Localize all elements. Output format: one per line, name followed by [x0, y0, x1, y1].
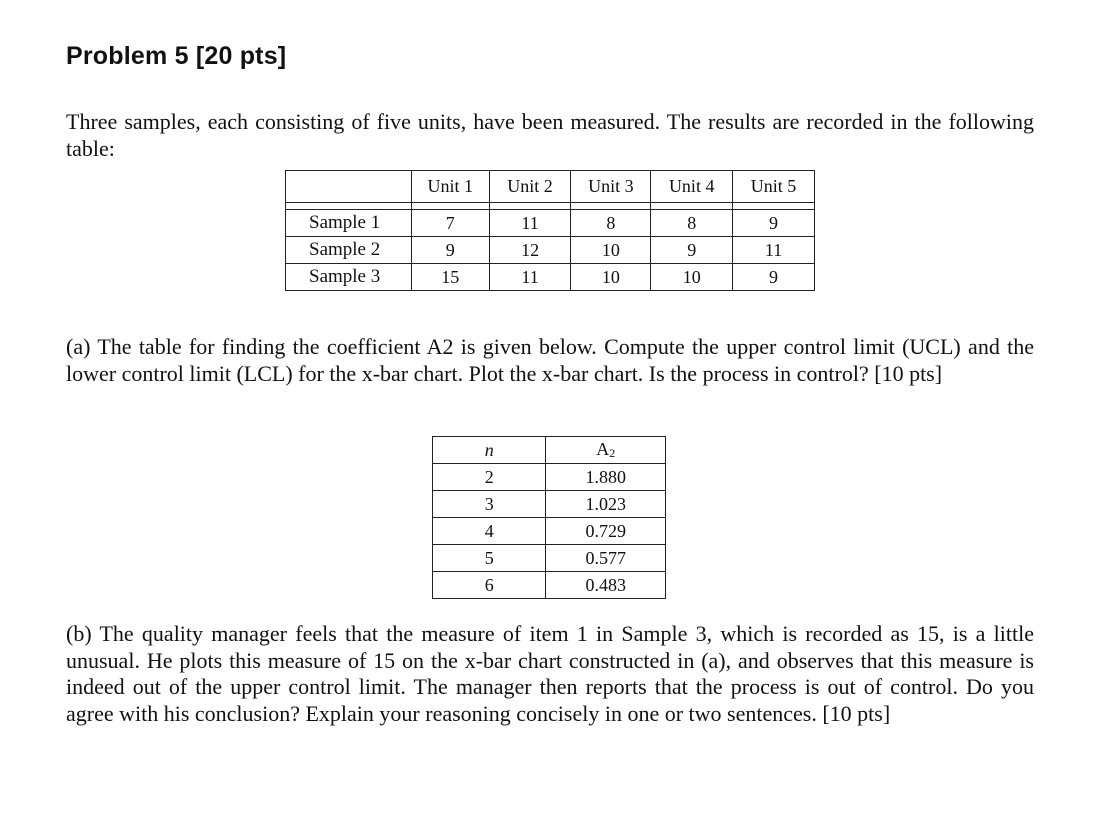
gap-cell: [411, 203, 489, 210]
measurement-cell: 11: [489, 210, 571, 237]
measurement-cell: 12: [489, 237, 571, 264]
measurement-cell: 11: [489, 264, 571, 291]
gap-cell: [489, 203, 571, 210]
unit-header: Unit 4: [651, 171, 733, 203]
header-gap-row: [286, 203, 815, 210]
table-row: [286, 210, 815, 237]
measurement-cell: 10: [651, 264, 733, 291]
table-row: [433, 491, 666, 518]
n-cell: 4: [433, 518, 546, 545]
a2-header-row: [433, 437, 666, 464]
measurement-cell: 9: [411, 237, 489, 264]
measurement-cell: 7: [411, 210, 489, 237]
table-row: [433, 545, 666, 572]
part-b-question: (b) The quality manager feels that the measure of item 1 in Sample 3, which is recorded as 15, is a little unusual. He plots this measure of 15 on the x-bar chart constructed in (a), and observes that this measure is indeed out of the upper control limit. The manager then reports that the process is out of control. Do you agree with his conclusion? Explain your reasoning concisely in one or two sentences. [10 pts]: [66, 621, 1034, 726]
table-row: [286, 237, 815, 264]
a2-cell: 0.483: [546, 572, 666, 599]
unit-header: Unit 3: [571, 171, 651, 203]
a2-coefficient-table: [432, 436, 666, 599]
measurement-cell: 15: [411, 264, 489, 291]
gap-cell: [651, 203, 733, 210]
measurement-cell: 8: [651, 210, 733, 237]
gap-cell: [286, 203, 412, 210]
sample-label: Sample 1: [286, 210, 412, 237]
a2-cell: 1.023: [546, 491, 666, 518]
a2-header-sub: 2: [609, 446, 616, 460]
n-cell: 5: [433, 545, 546, 572]
measurement-cell: 9: [733, 264, 815, 291]
unit-header: Unit 1: [411, 171, 489, 203]
measurement-cell: 9: [651, 237, 733, 264]
a2-cell: 0.577: [546, 545, 666, 572]
measurement-cell: 10: [571, 264, 651, 291]
table-row: [286, 264, 815, 291]
n-cell: 3: [433, 491, 546, 518]
unit-header: Unit 2: [489, 171, 571, 203]
problem-title: Problem 5 [20 pts]: [66, 42, 287, 70]
problem-intro: Three samples, each consisting of five units, have been measured. The results are recorded in the following table:: [66, 109, 1034, 161]
table-row: [433, 518, 666, 545]
a2-cell: 0.729: [546, 518, 666, 545]
corner-cell: [286, 171, 412, 203]
n-header: n: [433, 437, 546, 464]
part-a-question: (a) The table for finding the coefficient A2 is given below. Compute the upper control limit (UCL) and the lower control limit (LCL) for the x-bar chart. Plot the x-bar chart. Is the process in control? [10 pts]: [66, 334, 1034, 386]
measurement-cell: 11: [733, 237, 815, 264]
gap-cell: [733, 203, 815, 210]
unit-header: Unit 5: [733, 171, 815, 203]
measurement-cell: 9: [733, 210, 815, 237]
measurement-cell: 8: [571, 210, 651, 237]
measurement-cell: 10: [571, 237, 651, 264]
table-row: [433, 464, 666, 491]
a2-cell: 1.880: [546, 464, 666, 491]
n-cell: 6: [433, 572, 546, 599]
n-cell: 2: [433, 464, 546, 491]
samples-table: [285, 170, 815, 291]
sample-label: Sample 3: [286, 264, 412, 291]
table-row: [433, 572, 666, 599]
gap-cell: [571, 203, 651, 210]
a2-header: [546, 437, 666, 464]
sample-label: Sample 2: [286, 237, 412, 264]
samples-header-row: [286, 171, 815, 203]
a2-header-main: A: [596, 439, 610, 459]
